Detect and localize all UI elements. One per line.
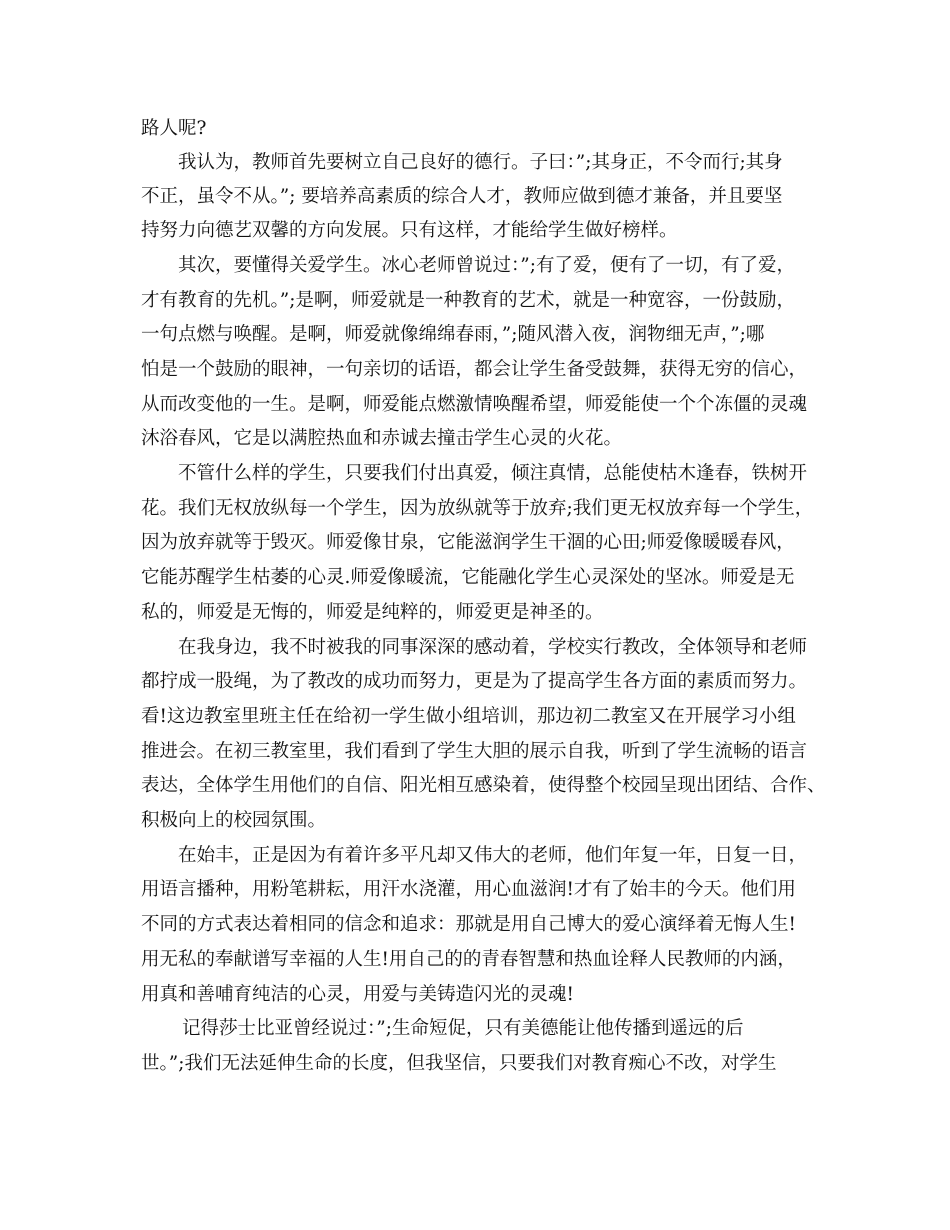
text-line: 不正，虽令不从。”; 要培养高素质的综合人才，教师应做到德才兼备，并且要坚: [141, 186, 783, 207]
paragraph-first-line: 在我身边，我不时被我的同事深深的感动着，学校实行教改，全体领导和老师: [178, 637, 808, 658]
paragraph-first-line: 在始丰，正是因为有着许多平凡却又伟大的老师，他们年复一年，日复一日，: [178, 845, 808, 866]
text-line: 路人呢?: [141, 118, 207, 139]
text-line: 从而改变他的一生。是啊，师爱能点燃激情唤醒希望，师爱能使一个个冻僵的灵魂: [141, 394, 808, 415]
text-line: 用语言播种，用粉笔耕耘，用汗水浇灌，用心血滋润!才有了始丰的今天。他们用: [141, 879, 796, 900]
text-line: 世。”;我们无法延伸生命的长度，但我坚信，只要我们对教育痴心不改，对学生: [141, 1053, 777, 1074]
text-line: 都拧成一股绳，为了教改的成功而努力，更是为了提高学生各方面的素质而努力。: [141, 671, 808, 692]
text-line: 表达，全体学生用他们的自信、阳光相互感染着，使得整个校园呈现出团结、合作、: [141, 775, 826, 796]
text-line: 怕是一个鼓励的眼神，一句亲切的话语，都会让学生备受鼓舞，获得无穷的信心，: [141, 359, 808, 380]
text-line: 它能苏醒学生枯萎的心灵.师爱像暖流，它能融化学生心灵深处的坚冰。师爱是无: [141, 567, 795, 588]
text-line: 因为放弃就等于毁灭。师爱像甘泉，它能滋润学生干涸的心田;师爱像暖暖春风，: [141, 532, 795, 553]
text-line: 推进会。在初三教室里，我们看到了学生大胆的展示自我，听到了学生流畅的语言: [141, 741, 808, 762]
text-line: 沐浴春风，它是以满腔热血和赤诚去撞击学生心灵的火花。: [141, 428, 623, 449]
text-line: 才有教育的先机。”;是啊，师爱就是一种教育的艺术，就是一种宽容，一份鼓励，: [141, 290, 795, 311]
text-line: 积极向上的校园氛围。: [141, 810, 327, 831]
text-line: 持努力向德艺双馨的方向发展。只有这样，才能给学生做好榜样。: [141, 220, 678, 241]
text-line: 花。我们无权放纵每一个学生，因为放纵就等于放弃;我们更无权放弃每一个学生，: [141, 498, 814, 519]
text-line: 用无私的奉献谱写幸福的人生!用自己的的青春智慧和热血诠释人民教师的内涵，: [141, 949, 796, 970]
text-line: 一句点燃与唤醒。是啊，师爱就像绵绵春雨，”;随风潜入夜，润物细无声，”;哪: [141, 324, 765, 345]
text-line: 不同的方式表达着相同的信念和追求：那就是用自己博大的爱心演绎着无悔人生!: [141, 914, 796, 935]
text-line: 用真和善哺育纯洁的心灵，用爱与美铸造闪光的灵魂!: [141, 984, 574, 1005]
paragraph-first-line: 记得莎士比亚曾经说过：”;生命短促，只有美德能让他传播到遥远的后: [182, 1018, 744, 1039]
paragraph-first-line: 我认为，教师首先要树立自己良好的德行。子曰：”;其身正，不令而行;其身: [178, 152, 783, 173]
text-line: 看!这边教室里班主任在给初一学生做小组培训，那边初二教室又在开展学习小组: [141, 706, 796, 727]
text-line: 私的，师爱是无悔的，师爱是纯粹的，师爱更是神圣的。: [141, 602, 604, 623]
paragraph-first-line: 其次，要懂得关爱学生。冰心老师曾说过：”;有了爱，便有了一切，有了爱，: [178, 255, 795, 276]
paragraph-first-line: 不管什么样的学生，只要我们付出真爱，倾注真情，总能使枯木逢春，铁树开: [178, 463, 808, 484]
